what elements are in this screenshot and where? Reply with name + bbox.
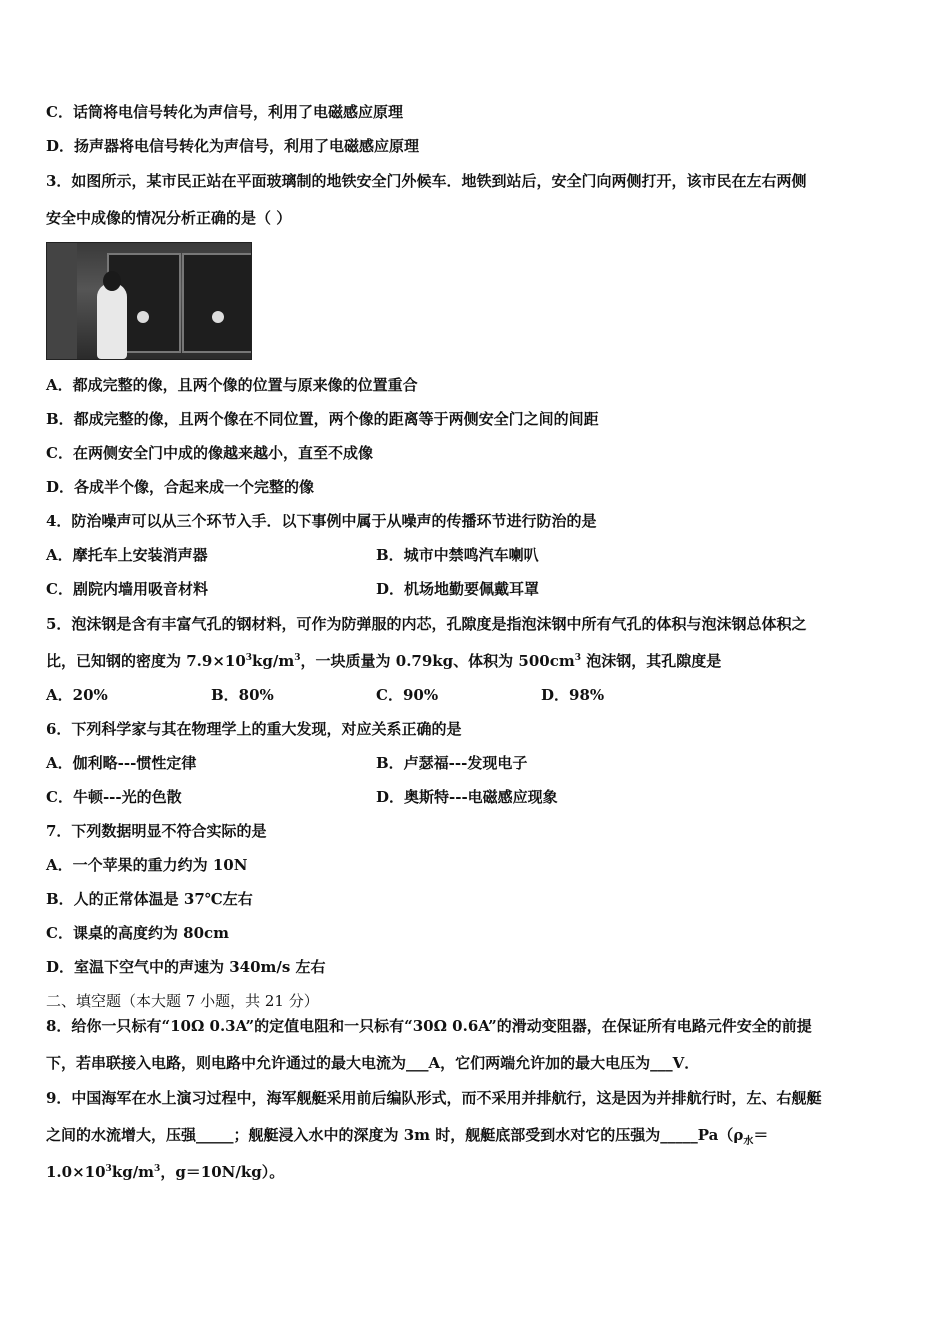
q5-text-part2: kg/m bbox=[252, 652, 295, 670]
question-9-stem-3 bbox=[46, 1162, 284, 1182]
question-3-option-a: A．都成完整的像，且两个像的位置与原来像的位置重合 bbox=[46, 376, 418, 394]
question-3-stem-2: 安全中成像的情况分析正确的是（ ） bbox=[46, 209, 292, 227]
q5-text-part4: 泡沫钢，其孔隙度是 bbox=[580, 652, 722, 670]
q9-sup1: 3 bbox=[105, 1164, 112, 1174]
question-4-option-d: D．机场地勤要佩戴耳罩 bbox=[376, 580, 540, 598]
question-5-option-c: C．90% bbox=[376, 686, 439, 704]
question-9-stem-1: 9．中国海军在水上演习过程中，海军舰艇采用前后编队形式，而不采用并排航行，这是因为并排航行时，左、右舰艇 bbox=[46, 1089, 822, 1107]
question-9-stem-2 bbox=[46, 1125, 768, 1145]
question-3-option-c: C．在两侧安全门中成的像越来越小，直至不成像 bbox=[46, 444, 373, 462]
line-option-c-1: C．话筒将电信号转化为声信号，利用了电磁感应原理 bbox=[46, 103, 403, 121]
question-6-option-a: A．伽利略---惯性定律 bbox=[46, 754, 197, 772]
question-4-stem: 4．防治噪声可以从三个环节入手．以下事例中属于从噪声的传播环节进行防治的是 bbox=[46, 512, 597, 530]
question-5-option-d: D．98% bbox=[541, 686, 605, 704]
question-5-stem-1: 5．泡沫钢是含有丰富气孔的钢材料，可作为防弹服的内芯，孔隙度是指泡沫钢中所有气孔的体积与泡沫钢总体积之 bbox=[46, 615, 807, 633]
question-4-option-c: C．剧院内墙用吸音材料 bbox=[46, 580, 208, 598]
line-option-d-1: D．扬声器将电信号转化为声信号，利用了电磁感应原理 bbox=[46, 137, 420, 155]
question-5-option-b: B．80% bbox=[211, 686, 274, 704]
q9-text-part5: ，g＝10N/kg）。 bbox=[160, 1163, 285, 1181]
q9-text-part2: ＝ bbox=[753, 1126, 769, 1144]
q5-sup2: 3 bbox=[294, 653, 301, 663]
q5-sup3: 3 bbox=[574, 653, 581, 663]
question-6-option-b: B．卢瑟福---发现电子 bbox=[376, 754, 528, 772]
q5-text-part1: 比，已知钢的密度为 7.9×10 bbox=[46, 652, 246, 670]
question-7-option-d: D．室温下空气中的声速为 340m/s 左右 bbox=[46, 958, 326, 976]
question-3-option-b: B．都成完整的像，且两个像在不同位置，两个像的距离等于两侧安全门之间的间距 bbox=[46, 410, 599, 428]
question-6-option-c: C．牛顿---光的色散 bbox=[46, 788, 182, 806]
q9-text-part1: 之间的水流增大，压强_____；舰艇浸入水中的深度为 3m 时，舰艇底部受到水对它的压强为_____Pa（ρ bbox=[46, 1126, 744, 1144]
question-8-stem-1: 8．给你一只标有“10Ω 0.3A”的定值电阻和一只标有“30Ω 0.6A”的滑动变阻器，在保证所有电路元件安全的前提 bbox=[46, 1017, 812, 1035]
section-2-heading: 二、填空题（本大题 7 小题，共 21 分） bbox=[46, 992, 319, 1010]
q9-sup2: 3 bbox=[154, 1164, 161, 1174]
question-4-option-a: A．摩托车上安装消声器 bbox=[46, 546, 208, 564]
q9-text-part4: kg/m bbox=[111, 1163, 155, 1181]
question-7-option-b: B．人的正常体温是 37℃左右 bbox=[46, 890, 253, 908]
question-7-option-a: A．一个苹果的重力约为 10N bbox=[46, 856, 248, 874]
q9-sub-water: 水 bbox=[743, 1136, 754, 1147]
q9-text-part3: 1.0×10 bbox=[46, 1163, 106, 1181]
question-8-stem-2: 下，若串联接入电路，则电路中允许通过的最大电流为___A，它们两端允许加的最大电压为___V． bbox=[46, 1054, 700, 1072]
question-3-stem-1: 3．如图所示，某市民正站在平面玻璃制的地铁安全门外候车．地铁到站后，安全门向两侧打开，该市民在左右两侧 bbox=[46, 172, 807, 190]
question-3-option-d: D．各成半个像，合起来成一个完整的像 bbox=[46, 478, 315, 496]
question-5-stem-2 bbox=[46, 651, 721, 671]
q5-sup1: 3 bbox=[245, 653, 253, 663]
question-4-option-b: B．城市中禁鸣汽车喇叭 bbox=[376, 546, 539, 564]
question-6-option-d: D．奥斯特---电磁感应现象 bbox=[376, 788, 558, 806]
question-5-option-a: A．20% bbox=[46, 686, 108, 704]
question-7-stem: 7．下列数据明显不符合实际的是 bbox=[46, 822, 267, 840]
question-6-stem: 6．下列科学家与其在物理学上的重大发现，对应关系正确的是 bbox=[46, 720, 462, 738]
question-7-option-c: C．课桌的高度约为 80cm bbox=[46, 924, 230, 942]
q5-text-part3: ，一块质量为 0.79kg、体积为 500cm bbox=[300, 652, 575, 670]
subway-door-photo bbox=[46, 242, 252, 360]
